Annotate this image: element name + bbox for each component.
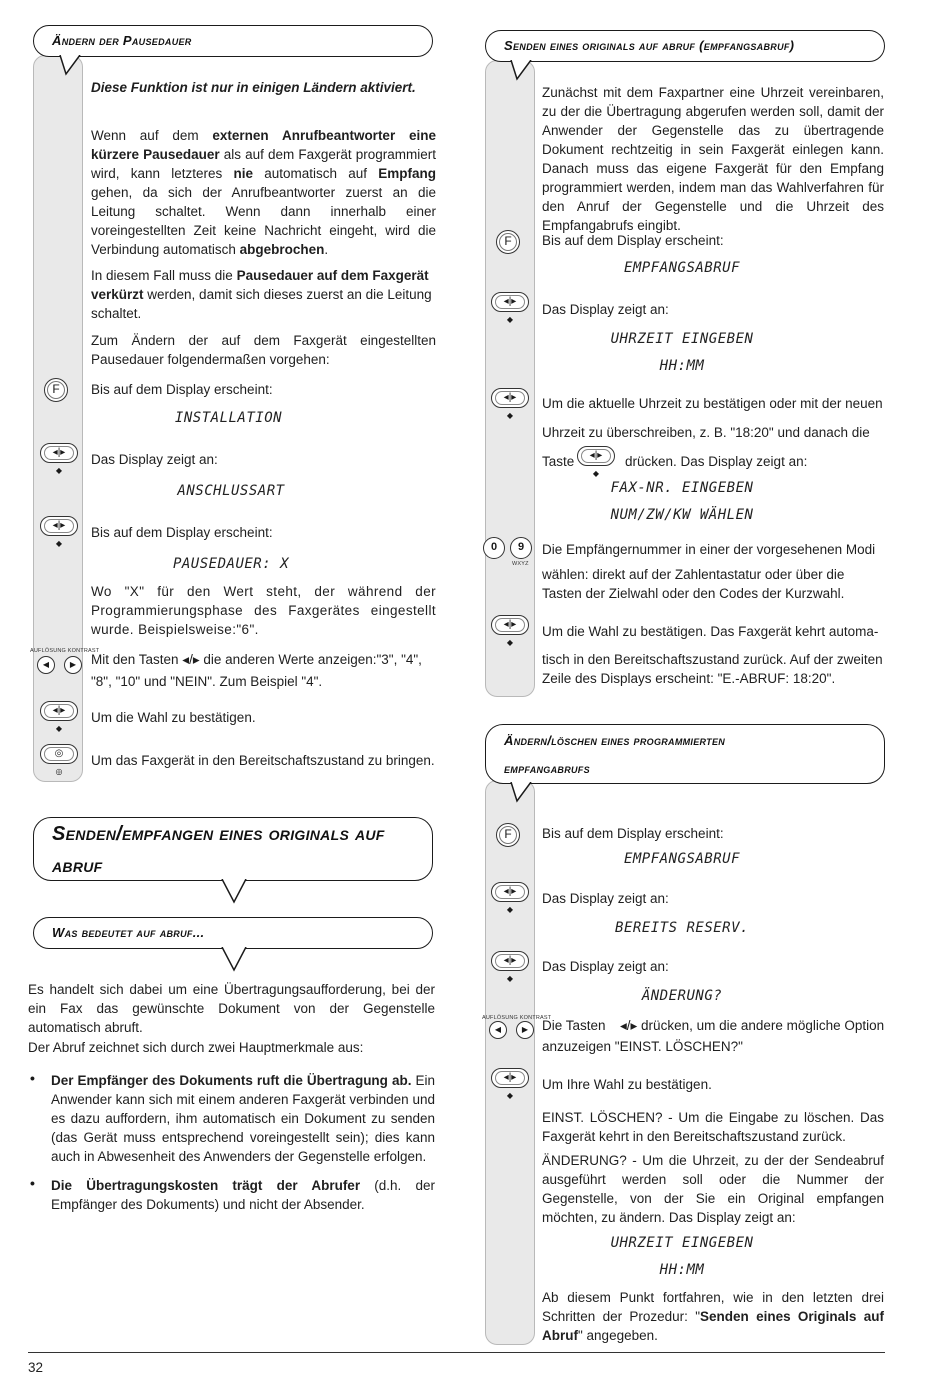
step-text: Mit den Tasten ◂/▸ die anderen Werte anzeigen:"3", "4", "8", "10" und "NEIN". Zum Beispiel "4". [91, 652, 422, 689]
display-text: BEREITS RESERV. [615, 920, 749, 936]
nav-key-icon: ◂|▸ ◆ [491, 882, 529, 918]
paragraph: Zunächst mit dem Faxpartner eine Uhrzeit vereinbaren, zu der die Übertragung abgerufen werden soll, damit der Anwender der Gegenstelle das zu übertragende Dokument rechtzeitig in sein Faxgerät einlegen kann. Danach muss das eigene Faxgerät für den Empfang programmiert werden, indem man das Wahlverfahren für den Anruf der Gegenstelle und die Uhrzeit des Empfangabrufs eingibt. [542, 85, 884, 233]
key-label: AUFLÖSUNG KONTRAST [482, 1015, 552, 1021]
left-arrow-key-icon: ◀ [37, 656, 55, 674]
paragraph: Es handelt sich dabei um eine Übertragungsaufforderung, bei der ein Fax das gewünschte Dokument von der Gegenstelle automatisch abruft. [28, 982, 435, 1035]
step-text: Bis auf dem Display erscheint: [542, 826, 724, 841]
step-text: Bis auf dem Display erscheint: [542, 233, 724, 248]
step-text: wählen: direkt auf der Zahlentastatur oder über die Tasten der Zielwahl oder den Codes der Kurzwahl. [542, 567, 845, 601]
heading-aendern-pausedauer [33, 25, 433, 57]
bubble-tail [509, 782, 539, 804]
step-text: Das Display zeigt an: [542, 959, 669, 974]
heading-text: empfangabrufs [504, 761, 590, 776]
bubble-tail [220, 947, 250, 973]
nav-key-icon: ◂|▸ ◆ [491, 292, 529, 328]
step-text: Um die Wahl zu bestätigen. [91, 710, 256, 725]
note-text: Diese Funktion ist nur in einigen Ländern aktiviert. [91, 80, 416, 95]
paragraph: Wo "X" für den Wert steht, der während der Programmierungsphase des Faxgerätes eingestellt wurde. Beispielsweise:"6". [91, 584, 436, 637]
page-number: 32 [28, 1360, 44, 1375]
stop-key-icon: ◎ ◎ [40, 744, 78, 780]
bubble-tail [509, 60, 539, 82]
digit-0-key-icon: 0 [483, 537, 505, 559]
step-text: Uhrzeit zu überschreiben, z. B. "18:20" und danach die [542, 425, 870, 440]
f-key-icon: F [496, 230, 520, 254]
display-text: ÄNDERUNG? [641, 988, 723, 1004]
heading-text: Senden/empfangen eines originals auf abruf [52, 823, 385, 877]
paragraph: Der Abruf zeichnet sich durch zwei Hauptmerkmale aus: [28, 1040, 364, 1055]
display-text: HH:MM [659, 358, 705, 374]
heading-aendern-loeschen [485, 724, 885, 784]
bullet: • [30, 1175, 35, 1191]
step-text: Um die aktuelle Uhrzeit zu bestätigen oder mit der neuen [542, 396, 883, 411]
display-text: PAUSEDAUER: X [172, 556, 290, 572]
bubble-tail [58, 55, 88, 77]
right-key-rail [485, 60, 535, 697]
step-text: Das Display zeigt an: [542, 891, 669, 906]
display-text: UHRZEIT EINGEBEN [610, 331, 754, 347]
f-key-icon: F [44, 378, 68, 402]
left-arrow-key-icon: ◀ [489, 1021, 507, 1039]
bullet-item: Der Empfänger des Dokuments ruft die Übertragung ab. Ein Anwender kann sich mit einem anderen Faxgerät verbinden und es dazu auffordern, ihm automatisch ein Dokument zu senden (das Gerät muss entsprechend voreingestellt sein); dies kann auch in Abwesenheit des Anwenders der Gegenstelle erfolgen. [51, 1073, 436, 1164]
display-text: UHRZEIT EINGEBEN [610, 1235, 754, 1251]
nav-key-icon: ◂|▸ ◆ [491, 615, 529, 651]
paragraph: ÄNDERUNG? - Um die Uhrzeit, zu der der Sendeabruf ausgeführt werden soll oder die Nummer der Gegenstelle, von der Sie ein Original empfangen möchten, zu ändern. Das Display zeigt an: [542, 1153, 884, 1225]
step-text: drücken. Das Display zeigt an: [625, 454, 808, 469]
digit-9-key-icon: 9 [510, 537, 532, 559]
display-text: EMPFANGSABRUF [623, 260, 741, 276]
display-text: FAX-NR. EINGEBEN [610, 480, 754, 496]
step-text: Das Display zeigt an: [91, 452, 218, 467]
step-text: Um die Wahl zu bestätigen. Das Faxgerät kehrt automa- [542, 624, 879, 639]
step-text: Um das Faxgerät in den Bereitschaftszustand zu bringen. [91, 753, 435, 768]
heading-was-bedeutet-abruf [33, 917, 433, 949]
footer-rule [28, 1352, 885, 1353]
step-text: Die Empfängernummer in einer der vorgesehenen Modi [542, 542, 876, 557]
step-text: ◂/▸ drücken, um die andere mögliche Option [620, 1018, 885, 1033]
step-text: tisch in den Bereitschaftszustand zurück. Auf der zweiten Zeile des Displays erscheint: "E.-ABRUF: 18:20". [542, 652, 883, 686]
right-arrow-key-icon: ▶ [64, 656, 82, 674]
heading-text: Was bedeutet auf abruf... [52, 925, 205, 940]
nav-key-icon: ◂|▸ ◆ [40, 516, 78, 552]
display-text: INSTALLATION [174, 410, 283, 426]
paragraph: Ab diesem Punkt fortfahren, wie in den letzten drei Schritten der Prozedur: "Senden eines Originals auf Abruf" angegeben. [542, 1290, 884, 1343]
right-arrow-key-icon: ▶ [516, 1021, 534, 1039]
paragraph: Zum Ändern der auf dem Faxgerät eingestellten Pausedauer folgendermaßen vorgehen: [91, 333, 436, 367]
nav-key-icon: ◂|▸ ◆ [491, 951, 529, 987]
paragraph: Wenn auf dem externen Anrufbeantworter eine kürzere Pausedauer als auf dem Faxgerät programmiert wird, kann letzteres nie automatisch auf Empfang gehen, da sich der Anrufbeantworter zuerst an die Leitung schaltet. Wenn dann innerhalb einer voreingestellten Zeit keine Nachricht eingeht, wird die Verbindung automatisch abgebrochen. [91, 128, 436, 257]
step-text: Taste [542, 454, 575, 469]
display-text: NUM/ZW/KW WÄHLEN [610, 507, 754, 523]
display-text: HH:MM [659, 1262, 705, 1278]
nav-key-icon: ◂|▸ ◆ [40, 701, 78, 737]
paragraph: EINST. LÖSCHEN? - Um die Eingabe zu löschen. Das Faxgerät kehrt in den Bereitschaftszustand zurück. [542, 1110, 884, 1144]
key-label: AUFLÖSUNG KONTRAST [30, 648, 100, 654]
right-key-rail-2 [485, 780, 535, 1345]
bubble-tail [220, 879, 250, 905]
bullet-item: Die Übertragungskosten trägt der Abrufer (d.h. der Empfänger des Dokuments) und nicht der Absender. [51, 1178, 435, 1212]
step-text: anzuzeigen "EINST. LÖSCHEN?" [542, 1039, 743, 1054]
heading-text: Ändern der Pausedauer [52, 33, 192, 48]
nav-key-icon: ◂|▸ ◆ [40, 443, 78, 479]
heading-senden-original-abruf [485, 30, 885, 62]
heading-text: Senden eines originals auf abruf (empfangsabruf) [504, 38, 795, 53]
nav-key-icon: ◂|▸ ◆ [577, 446, 615, 482]
step-text: Um Ihre Wahl zu bestätigen. [542, 1077, 712, 1092]
display-text: EMPFANGSABRUF [623, 851, 741, 867]
nav-key-icon: ◂|▸ ◆ [491, 388, 529, 424]
key-sublabel: WXYZ [512, 561, 529, 567]
step-text: Das Display zeigt an: [542, 302, 669, 317]
heading-senden-empfangen-abruf [33, 817, 433, 881]
step-text: Bis auf dem Display erscheint: [91, 382, 273, 397]
display-text: ANSCHLUSSART [177, 483, 285, 499]
paragraph: In diesem Fall muss die Pausedauer auf dem Faxgerät verkürzt werden, damit sich dieses zuerst an die Leitung schaltet. [91, 268, 432, 321]
f-key-icon: F [496, 823, 520, 847]
step-text: Die Tasten [542, 1018, 606, 1033]
bullet: • [30, 1070, 35, 1086]
nav-key-icon: ◂|▸ ◆ [491, 1068, 529, 1104]
heading-text: Ändern/löschen eines programmierten [504, 733, 726, 748]
step-text: Bis auf dem Display erscheint: [91, 525, 273, 540]
